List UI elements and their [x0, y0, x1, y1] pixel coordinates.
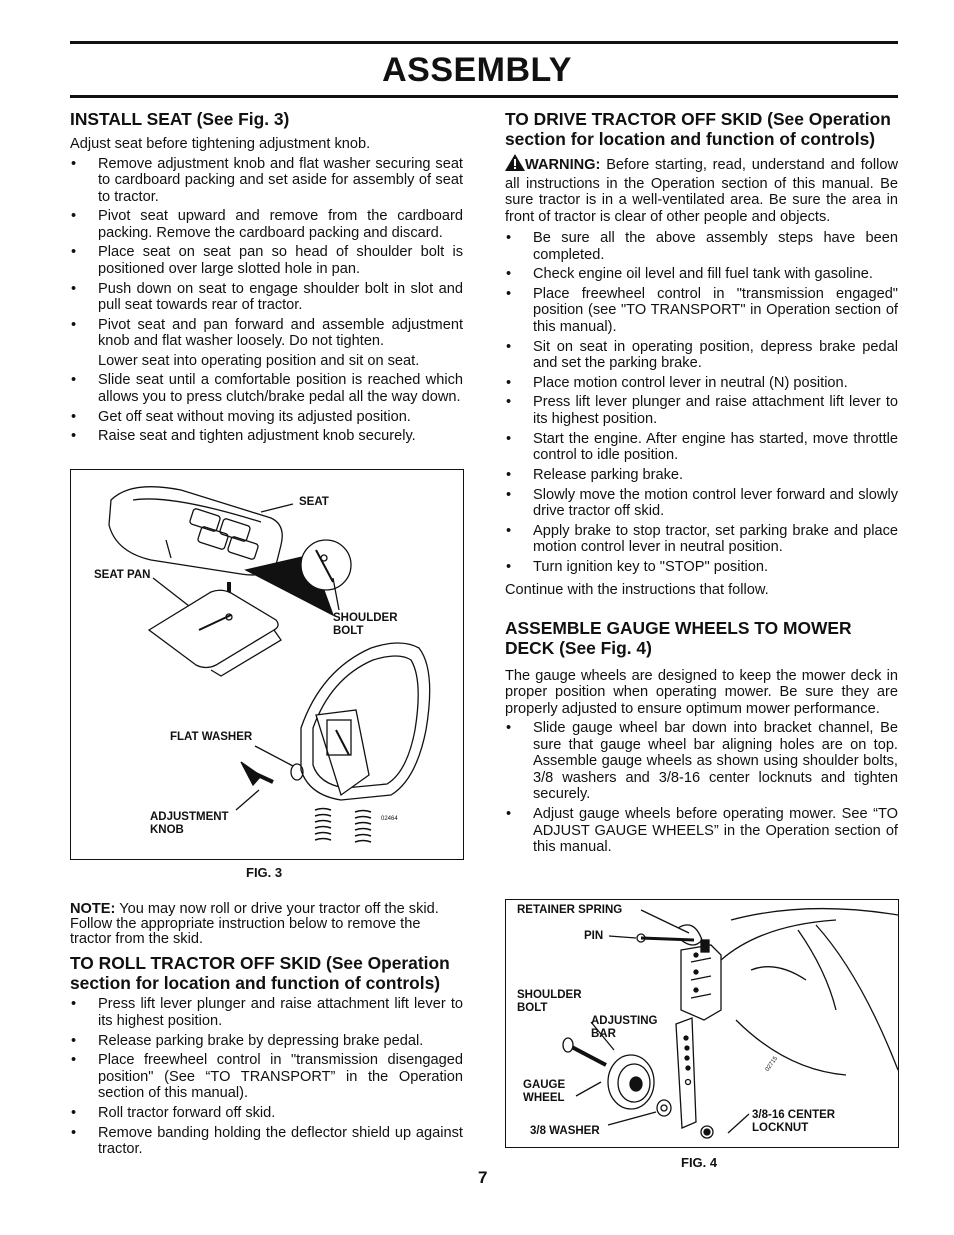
title-rule	[70, 95, 898, 98]
fig4-label-shoulder-bolt: SHOULDER BOLT	[517, 989, 582, 1014]
gauge-wheels-list	[505, 720, 898, 855]
list-item: • Roll tractor forward off skid.	[70, 1105, 463, 1122]
warning-icon	[505, 154, 525, 176]
note-text: You may now roll or drive your tractor off the skid. Follow the appropriate instruction below to remove the tractor from the skid.	[70, 901, 439, 947]
fig3-box	[70, 469, 464, 860]
install-seat-list-2	[70, 372, 463, 444]
fig3-label-flat-washer: FLAT WASHER	[170, 731, 253, 743]
install-seat-heading: INSTALL SEAT (See Fig. 3)	[70, 109, 290, 129]
gauge-wheels-intro: The gauge wheels are designed to keep the mower deck in proper position when operating mower. Be sure they are properly adjusted to ensure optimum mower performance.	[505, 667, 898, 717]
gauge-wheels-heading: ASSEMBLE GAUGE WHEELS TO MOWER DECK (See Fig. 4)	[505, 617, 852, 658]
list-item: • Slide gauge wheel bar down into bracket channel, Be sure that gauge wheel bar aligning holes are on top. Assemble gauge wheels as shown using shoulder bolts, 3/8 washers and 3/8-16 center locknuts and tighten securely.	[505, 720, 898, 803]
continue-text: Continue with the instructions that follow.	[505, 582, 769, 599]
list-item: • Slide seat until a comfortable position is reached which allows you to press clutch/brake pedal all the way down.	[70, 372, 463, 405]
fig4-label-adjusting-bar: ADJUSTING BAR	[591, 1015, 658, 1040]
list-item: • Press lift lever plunger and raise attachment lift lever to its highest position.	[70, 996, 463, 1029]
list-item: • Raise seat and tighten adjustment knob securely.	[70, 428, 463, 445]
fig3-label-shoulder-bolt: SHOULDER BOLT	[333, 612, 398, 637]
list-item: • Place motion control lever in neutral (N) position.	[505, 375, 898, 392]
note-paragraph	[70, 902, 463, 946]
fig4-code: 02715	[764, 1055, 780, 1073]
left-column	[70, 109, 463, 448]
fig3-code: 02464	[381, 816, 398, 822]
install-seat-intro: Adjust seat before tightening adjustment knob.	[70, 136, 371, 152]
list-item: • Slowly move the motion control lever forward and slowly drive tractor off skid.	[505, 487, 898, 520]
page-number: 7	[478, 1168, 488, 1187]
fig4-label-gauge-wheel: GAUGE WHEEL	[523, 1079, 566, 1104]
list-item: • Start the engine. After engine has started, move throttle control to idle position.	[505, 431, 898, 464]
list-item: • Sit on seat in operating position, depress brake pedal and set the parking brake.	[505, 339, 898, 372]
list-item: • Apply brake to stop tractor, set parking brake and place motion control lever in neutral position.	[505, 523, 898, 556]
list-item: • Press lift lever plunger and raise attachment lift lever to its highest position.	[505, 394, 898, 427]
warning-label: WARNING:	[525, 157, 601, 173]
fig3-label-seat-pan: SEAT PAN	[94, 569, 151, 581]
install-seat-note: Lower seat into operating position and sit on seat.	[98, 352, 420, 369]
list-item: • Adjust gauge wheels before operating mower. See “TO ADJUST GAUGE WHEELS” in the Operation section of this manual.	[505, 806, 898, 856]
list-item: • Release parking brake by depressing brake pedal.	[70, 1033, 463, 1050]
fig3-caption: FIG. 3	[246, 865, 283, 880]
fig4-label-retainer-spring: RETAINER SPRING	[517, 904, 623, 916]
list-item: • Pivot seat and pan forward and assemble adjustment knob and flat washer loosely. Do not tighten.	[70, 317, 463, 350]
drive-tractor-list	[505, 230, 898, 575]
fig4-label-pin: PIN	[584, 930, 604, 942]
list-item: • Remove banding holding the deflector shield up against tractor.	[70, 1125, 463, 1158]
list-item: • Be sure all the above assembly steps have been completed.	[505, 230, 898, 263]
fig4-label-washer: 3/8 WASHER	[530, 1125, 600, 1137]
fig4-box	[505, 899, 899, 1148]
fig3-label-adjustment-knob: ADJUSTMENT KNOB	[150, 811, 229, 836]
list-item: • Place freewheel control in "transmission disengaged position" (See “TO TRANSPORT” in the Operation section of this manual).	[70, 1052, 463, 1102]
right-column	[505, 109, 898, 859]
gauge-wheel-illustration	[506, 900, 898, 1147]
page-title: ASSEMBLY	[382, 51, 572, 89]
list-item: • Pivot seat upward and remove from the cardboard packing. Remove the cardboard packing and discard.	[70, 208, 463, 241]
drive-tractor-heading: TO DRIVE TRACTOR OFF SKID (See Operation section for location and function of controls)	[505, 109, 891, 149]
fig4-caption: FIG. 4	[681, 1155, 718, 1170]
list-item: • Push down on seat to engage shoulder bolt in slot and pull seat towards rear of tractor.	[70, 281, 463, 314]
roll-tractor-heading: TO ROLL TRACTOR OFF SKID (See Operation section for location and function of controls)	[70, 953, 450, 994]
list-item: • Place seat on seat pan so head of shoulder bolt is positioned over large slotted hole in pan.	[70, 244, 463, 277]
warning-paragraph	[505, 154, 898, 225]
install-seat-list	[70, 156, 463, 350]
top-rule	[70, 41, 898, 44]
list-item: • Remove adjustment knob and flat washer securing seat to cardboard packing and set aside for assembly of seat to tractor.	[70, 156, 463, 206]
left-column-lower	[70, 902, 463, 1161]
warning-text: Before starting, read, understand and follow all instructions in the Operation section of this manual. Be sure tractor is in a well-ventilated area. Be sure the area in front of tractor is clear of other people and objects.	[505, 157, 898, 225]
list-item: • Release parking brake.	[505, 467, 898, 484]
list-item: • Place freewheel control in "transmission engaged" position (see "TO TRANSPORT" in Operation section of this manual).	[505, 286, 898, 336]
list-item: • Turn ignition key to "STOP" position.	[505, 559, 898, 576]
fig3-label-seat: SEAT	[299, 496, 329, 508]
roll-tractor-list	[70, 996, 463, 1157]
list-item: • Get off seat without moving its adjusted position.	[70, 409, 463, 426]
note-label: NOTE:	[70, 901, 116, 917]
list-item: • Check engine oil level and fill fuel tank with gasoline.	[505, 266, 898, 283]
seat-illustration	[71, 470, 463, 859]
fig4-label-locknut: 3/8-16 CENTER LOCKNUT	[752, 1109, 836, 1134]
